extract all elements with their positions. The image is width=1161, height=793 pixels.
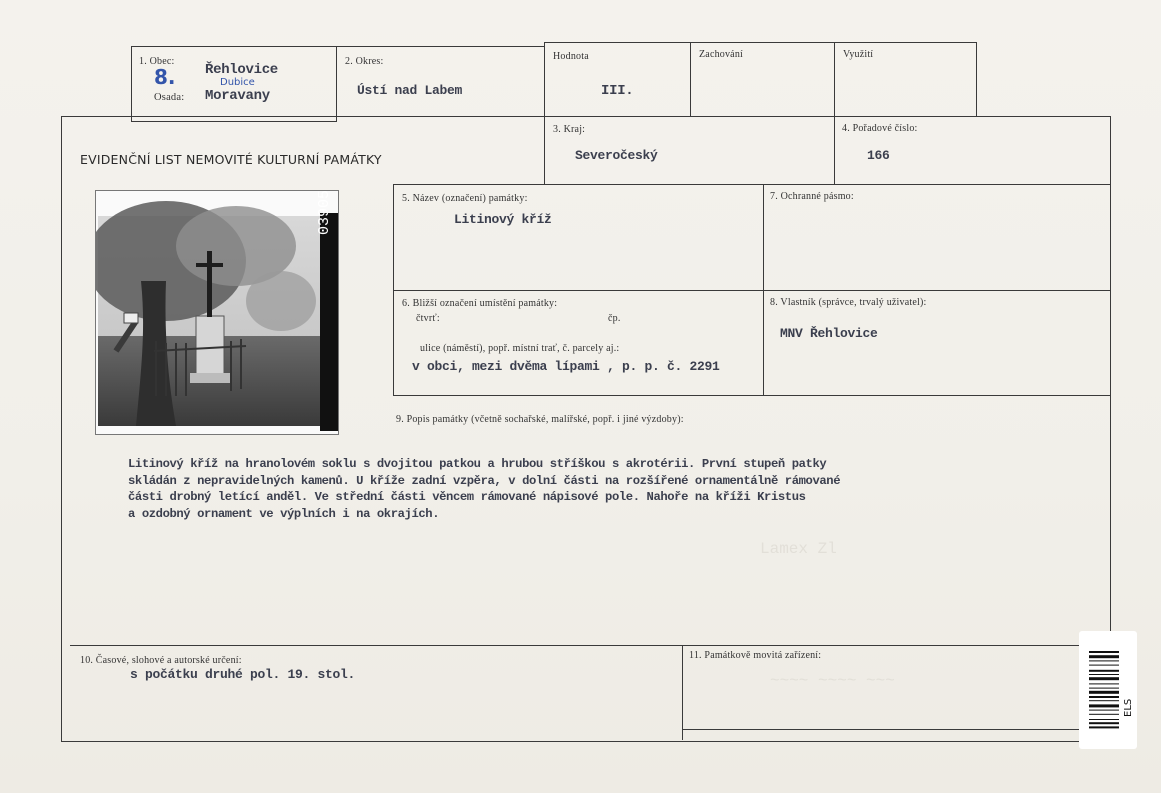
popis-line: části drobný letící anděl. Ve střední části věncem rámované nápisové pole. Nahoře na kříži Kristus xyxy=(128,490,806,504)
divider xyxy=(682,729,1111,730)
vyuziti-label: Využití xyxy=(843,49,874,60)
zachovani-cell xyxy=(690,42,835,117)
ochranne-pasmo-cell xyxy=(763,184,1111,291)
hodnota-value: III. xyxy=(601,83,634,99)
obec-label: 1. Obec: xyxy=(139,56,175,67)
vyuziti-cell xyxy=(834,42,977,117)
urceni-label: 10. Časové, slohové a autorské určení: xyxy=(80,655,242,666)
obec-cell xyxy=(131,46,337,122)
popis-line: Litinový kříž na hranolovém soklu s dvojitou patkou a hrubou stříškou s akrotérii. První stupeň patky xyxy=(128,457,827,471)
popis-label: 9. Popis památky (včetně sochařské, malířské, popř. i jiné výzdoby): xyxy=(396,414,684,425)
barcode-label xyxy=(1079,631,1137,749)
urceni-value: s počátku druhé pol. 19. stol. xyxy=(130,667,356,682)
obec-handwritten-note: Dubice xyxy=(220,77,255,88)
popis-line: a ozdobný ornament ve výplních i na okrajích. xyxy=(128,506,440,521)
zachovani-label: Zachování xyxy=(699,49,744,60)
okres-label: 2. Okres: xyxy=(345,56,384,67)
okres-cell xyxy=(336,46,545,117)
bleed-through-text: Lamex Zl xyxy=(760,540,837,558)
kraj-cell xyxy=(544,116,835,185)
popis-text xyxy=(128,456,1028,522)
vlastnik-cell xyxy=(763,290,1111,396)
cp-label: čp. xyxy=(608,313,621,324)
okres-value: Ústí nad Labem xyxy=(357,83,463,98)
obec-number: 8. xyxy=(154,65,176,89)
photo-image xyxy=(96,191,338,434)
ctvrt-label: čtvrť: xyxy=(416,313,440,324)
poradove-cislo-cell xyxy=(834,116,1111,185)
bleed-through-text: ~~~~ ~~~~ ~~~ xyxy=(770,672,895,690)
nazev-label: 5. Název (označení) památky: xyxy=(402,193,528,204)
urceni-cell xyxy=(70,645,683,740)
vlastnik-value: MNV Řehlovice xyxy=(780,326,878,341)
umisteni-label: 6. Bližší označení umístění památky: xyxy=(402,298,558,309)
hodnota-cell xyxy=(544,42,691,117)
nazev-cell xyxy=(393,184,764,291)
osada-label: Osada: xyxy=(154,92,185,103)
barcode-icon xyxy=(1079,631,1137,749)
vlastnik-label: 8. Vlastník (správce, trvalý uživatel): xyxy=(770,297,927,308)
obec-value: Řehlovice xyxy=(205,62,278,78)
photo-number: 03905 xyxy=(316,189,333,235)
poradove-cislo-label: 4. Pořadové číslo: xyxy=(842,123,918,134)
poradove-cislo-value: 166 xyxy=(867,148,890,163)
nazev-value: Litinový kříž xyxy=(454,212,552,227)
movita-zarizeni-label: 11. Památkově movitá zařízení: xyxy=(689,650,822,661)
kraj-value: Severočeský xyxy=(575,148,658,163)
osada-value: Moravany xyxy=(205,88,270,104)
ochranne-pasmo-label: 7. Ochranné pásmo: xyxy=(770,191,854,202)
hodnota-label: Hodnota xyxy=(553,51,589,62)
umisteni-cell xyxy=(393,290,764,396)
popis-line: skládán z nepravidelných kamenů. U kříže zadní vzpěra, v dolní části na rozšířené ornamentálně rámované xyxy=(128,473,841,488)
umisteni-value: v obci, mezi dvěma lípami , p. p. č. 2291 xyxy=(412,359,720,374)
monument-photo xyxy=(95,190,339,435)
barcode-text: ELS xyxy=(1123,698,1134,717)
kraj-label: 3. Kraj: xyxy=(553,124,586,135)
form-title: EVIDENČNÍ LIST NEMOVITÉ KULTURNÍ PAMÁTKY xyxy=(80,152,382,167)
movita-zarizeni-cell xyxy=(682,645,1111,731)
ulice-label: ulice (náměstí), popř. místní trať, č. parcely aj.: xyxy=(420,343,620,354)
